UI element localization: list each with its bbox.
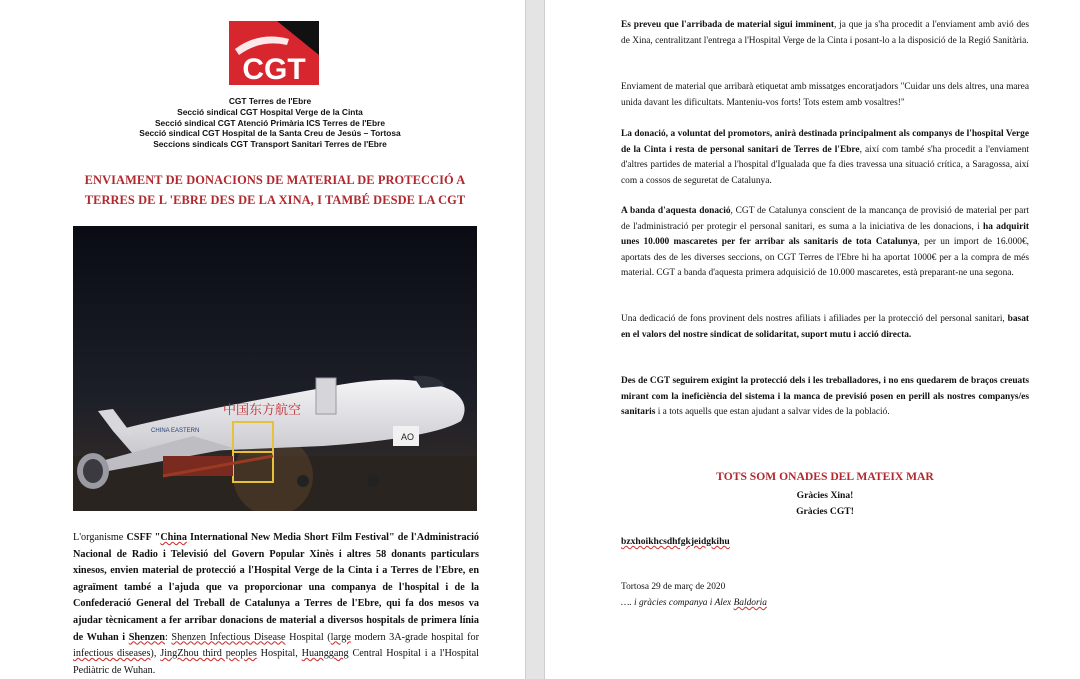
text-run: , CGT de Catalunya conscient de la mancança de provisió de material per part de l'administració per protegir el personal sanitari, es suma a la iniciativa de les donacions, i (621, 206, 1029, 232)
text-run-underlined: infectious diseases (73, 648, 151, 660)
paragraph-messages (621, 80, 1029, 111)
title-line-1: ENVIAMENT DE DONACIONS DE MATERIAL DE PROTECCIÓ A (84, 173, 466, 187)
text-run-bold: Es preveu que l'arribada de material sigui imminent (621, 20, 834, 30)
cgt-logo (229, 21, 319, 85)
date-line: Tortosa 29 de març de 2020 (621, 582, 726, 592)
text-run: , ja que ja s'ha procedit a l'enviament amb avió des de Xina, centralitzant l'entrega a l'Hospital Verge de la Cinta i posant-lo a la disposició de la Regió Sanitària. (621, 20, 1029, 46)
airline-name-cn: 中国东方航空 (223, 403, 302, 418)
text-run-underlined: Shenzen (128, 631, 165, 643)
slogan-heading: TOTS SOM ONADES DEL MATEIX MAR (716, 470, 934, 483)
text-run: , per un import de 16.000€, aportats des de les diverses seccions, on CGT Terres de l'Ebre hi ha aportat 1000€ per a la compra de més material. CGT a banda d'aquesta primera adquisició de 10.000 mascaretes, està preparant-ne una segona. (621, 237, 1029, 279)
text-run-bold (73, 532, 479, 643)
org-line: CGT Terres de l'Ebre (228, 96, 312, 106)
text-run-bold: basat en el valors del nostre sindicat de solidaritat, suport mutu i acció directa. (621, 314, 1029, 340)
text-run: CSFF " (126, 532, 161, 543)
paragraph-demands (621, 374, 1029, 421)
thanks-china: Gràcies Xina! (796, 490, 854, 501)
text-run-bold: ha adquirit unes 10.000 mascaretes per fer arribar als sanitaris de tota Catalunya (621, 221, 1029, 248)
text-run: i a tots aquells que estan ajudant a salvar vides de la població. (655, 407, 890, 418)
text-run: Central Hospital i a l'Hospital Pediàtric de Wuhan. (73, 648, 479, 676)
text-run: : (164, 631, 172, 643)
text-run-underlined: JingZhou third peoples (160, 648, 257, 660)
paragraph-funds (621, 312, 1029, 343)
document-page-left (0, 0, 526, 679)
text-run: modern 3A-grade hospital for (350, 631, 479, 643)
airline-name-en: CHINA EASTERN (151, 428, 200, 434)
text-run-underlined: Baldoria (733, 598, 767, 608)
text-run: Hospital ( (285, 631, 331, 643)
thanks-cgt: Gràcies CGT! (796, 506, 854, 517)
org-line: Secció sindical CGT Hospital Verge de la Cinta (177, 106, 363, 117)
text-run-underlined: China (160, 532, 187, 543)
intro-paragraph (73, 530, 479, 679)
airplane-photo (73, 226, 477, 511)
text-run: Hospital, (256, 648, 302, 660)
text-run: International New Media Short Film Festival" de l'Administració Nacional de Radio i Televisió del Govern Popular Xinès i altres 58 donants particulars xinesos, envien material de protecció a l'Hospital Verge de la Cinta i a Terres de l'Ebre, en agraïment també a l'ajuda que va proporcionar una companya de l'hospital i de la Confederació General del Treball de Catalunya a Terres de l'Ebre, qui fa dos mesos va ajudar tècnicament a fer arribar donacions de material a diversos hospitals de primera línia de Wuhan i (73, 532, 480, 643)
paragraph-masks (621, 204, 1029, 282)
text-run-bold: La donació, a voluntat del promotors, anirà destinada principalment als companys de l'hospital Verge de la Cinta i resta de personal sanitari de Terres de l'Ebre (621, 129, 1029, 155)
text-run: L'organisme (73, 532, 127, 543)
union-sections (60, 96, 480, 150)
org-line: Seccions sindicals CGT Transport Sanitari Terres de l'Ebre (153, 139, 387, 150)
aircraft-registration: AO (401, 432, 415, 442)
org-line: Secció sindical CGT Hospital de la Santa Creu de Jesús – Tortosa (139, 128, 401, 139)
logo-text: CGT (242, 53, 306, 85)
paragraph-arrival (621, 18, 1029, 49)
page-gutter (526, 0, 544, 679)
signature-line (621, 598, 767, 608)
text-run-underlined: large (330, 631, 351, 643)
text-run: Una dedicació de fons provinent dels nostres afiliats i afiliades per la protecció del personal sanitari, (621, 314, 1008, 324)
org-line: Secció sindical CGT Atenció Primària ICS Terres de l'Ebre (154, 117, 386, 128)
document-title (60, 170, 490, 210)
code-string: bzxhoikhcsdhfgkjeidgkihu (621, 536, 730, 547)
text-run: ), (150, 648, 161, 660)
text-run: , així com també s'ha procedit a l'enviament d'altres partides de material a l'hospital d'Igualada que fa dies travessa una situació crítica, a Saragossa, així com a cossos de seguretat de Catalunya. (621, 144, 1029, 186)
paragraph-donation (621, 127, 1029, 189)
title-line-2: TERRES DE L 'EBRE DES DE LA XINA, I TAMBÉ DESDE LA CGT (84, 193, 466, 207)
text-run-bold: A banda d'aquesta donació (621, 206, 731, 216)
text-run-bold: Des de CGT seguirem exigint la protecció dels i les treballadores, i no ens quedarem de braços creuats mirant com la ineficiència del sistema i la manca de previsió posen en perill als nostres companys/es sanitaris (621, 376, 1029, 418)
text-run: …. i gràcies companya i Alex (621, 598, 734, 608)
text-run-underlined: Shenzen Infectious Disease (171, 631, 286, 643)
text-run-underlined: Huanggang (301, 648, 349, 660)
text-run: Enviament de material que arribarà etiquetat amb missatges encoratjadors "Cuidar uns dels altres, una marea unida davant les dificultats. Manteniu-vos forts! Tots estem amb vosaltres!" (621, 82, 1029, 108)
